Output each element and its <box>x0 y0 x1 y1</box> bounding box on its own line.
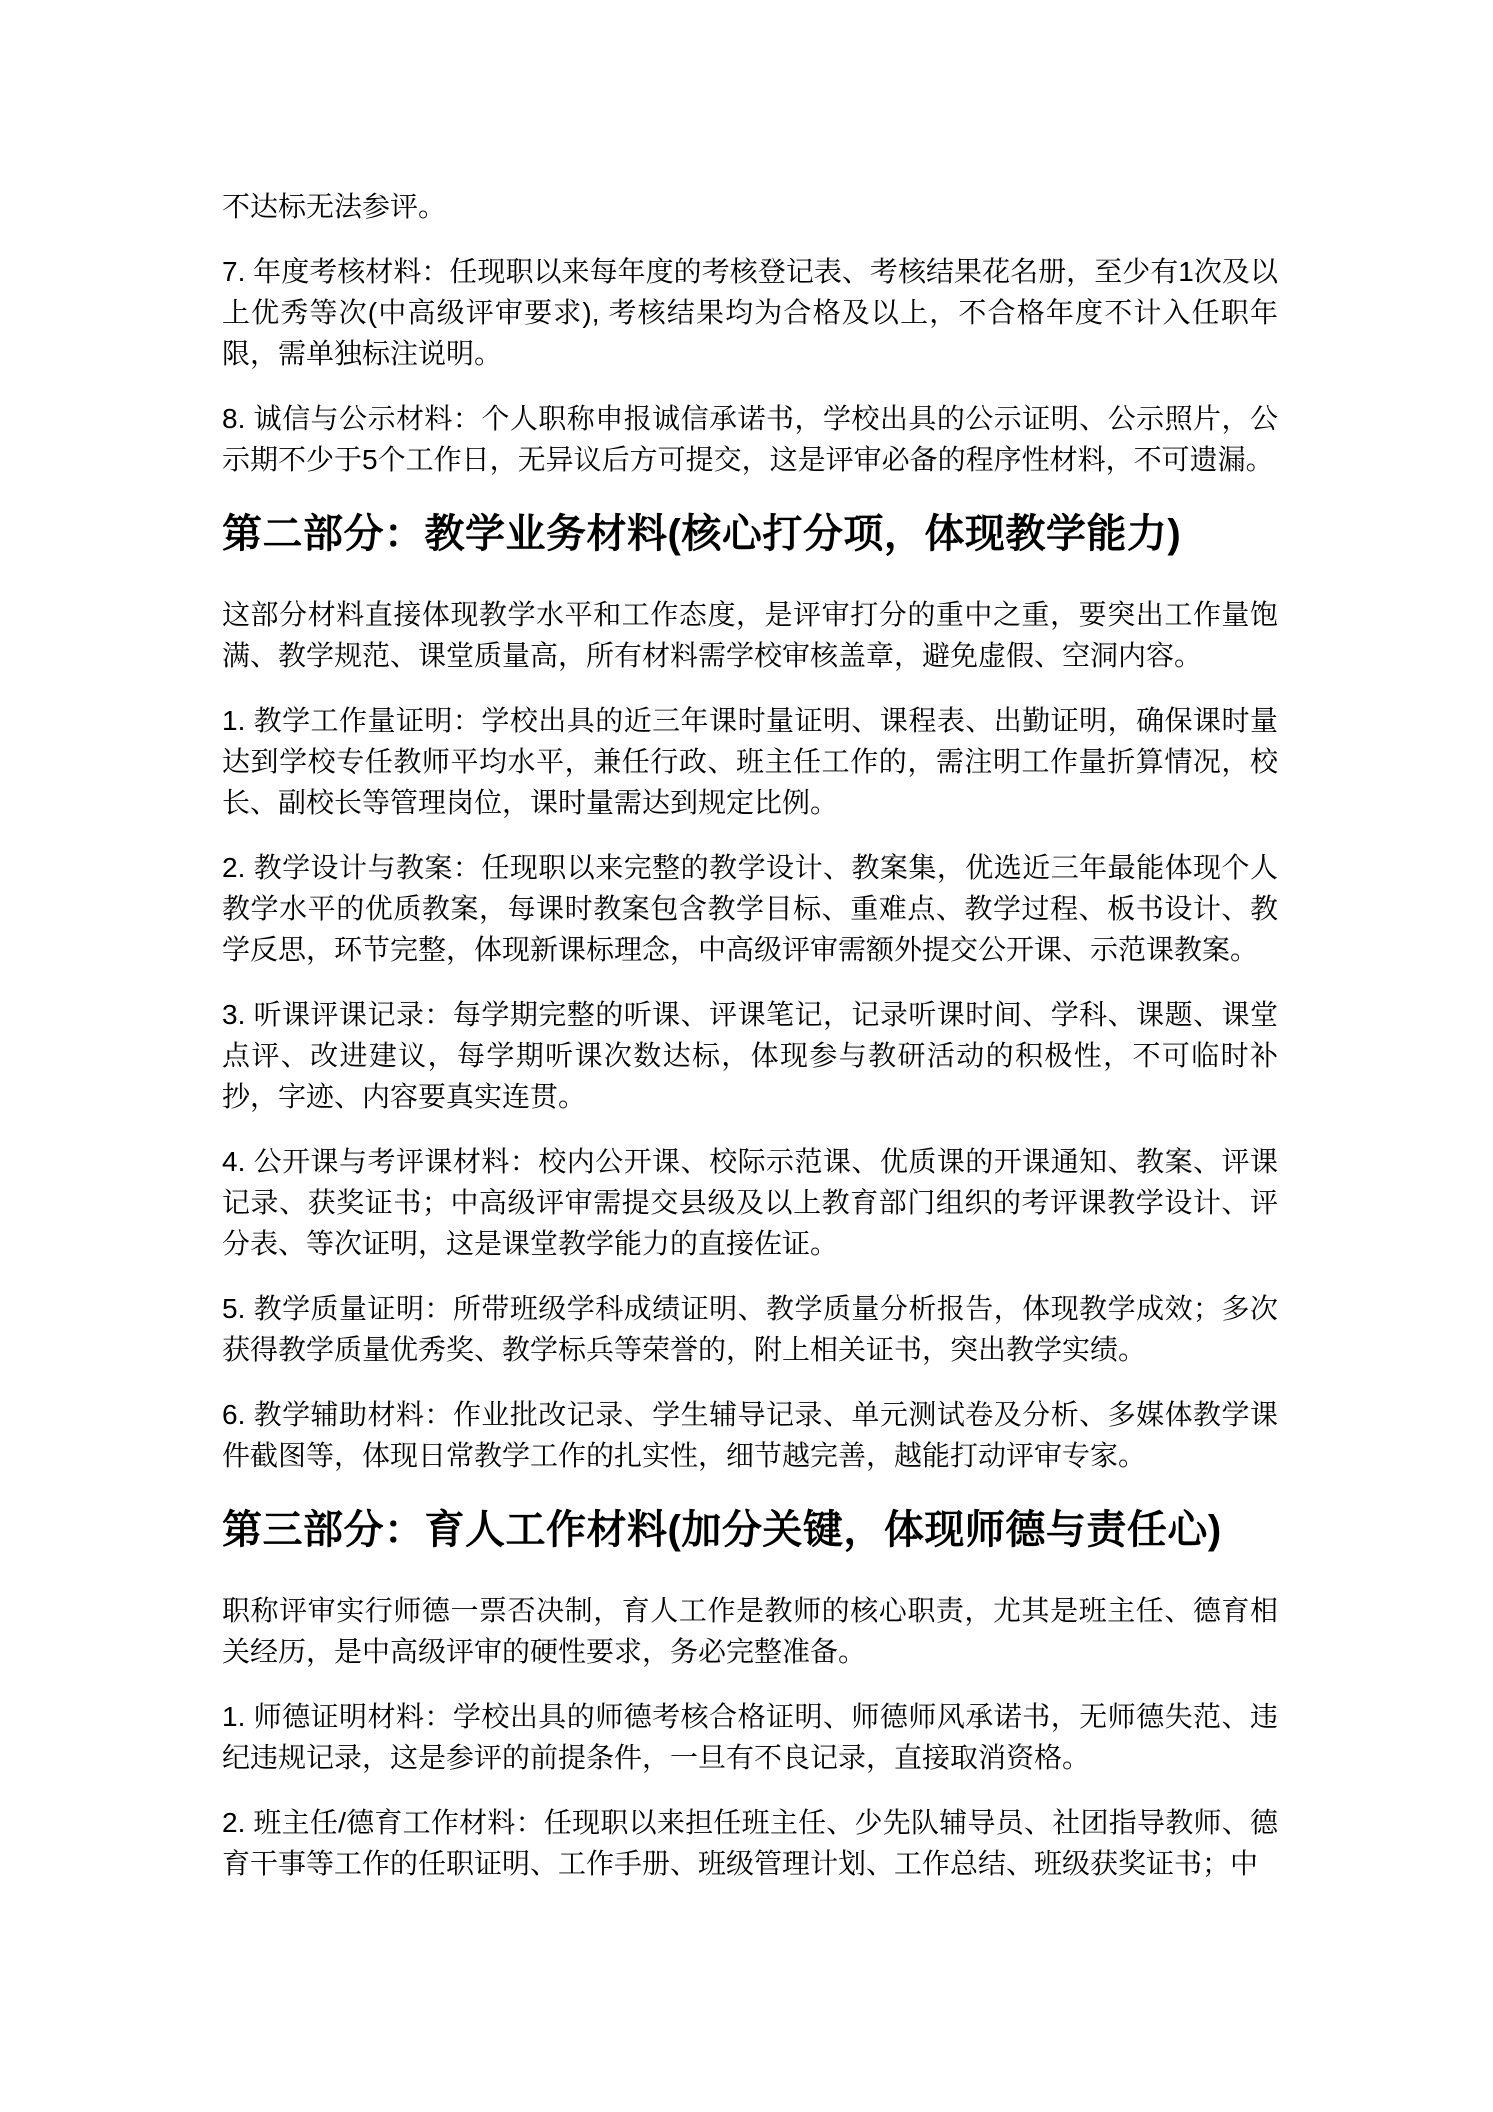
carryover-paragraph: 不达标无法参评。 <box>222 191 447 222</box>
item-8-integrity-publicity: 8. 诚信与公示材料：个人职称申报诚信承诺书，学校出具的公示证明、公示照片，公示期不少于5个工作日，无异议后方可提交，这是评审必备的程序性材料，不可遗漏。 <box>222 403 1278 475</box>
item-7-annual-assessment: 7. 年度考核材料：任现职以来每年度的考核登记表、考核结果花名册，至少有1次及以上优秀等次(中高级评审要求), 考核结果均为合格及以上，不合格年度不计入任职年限，需单独标注说明。 <box>222 256 1278 369</box>
section2-heading: 第二部分：教学业务材料(核心打分项，体现教学能力) <box>222 512 1182 556</box>
section2-item-6-teaching-auxiliary-materials: 6. 教学辅助材料：作业批改记录、学生辅导记录、单元测试卷及分析、多媒体教学课件截图等，体现日常教学工作的扎实性，细节越完善，越能打动评审专家。 <box>222 1399 1278 1471</box>
section2-item-4-open-class-materials: 4. 公开课与考评课材料：校内公开课、校际示范课、优质课的开课通知、教案、评课记录、获奖证书；中高级评审需提交县级及以上教育部门组织的考评课教学设计、评分表、等次证明，这是课堂教学能力的直接佐证。 <box>222 1146 1278 1259</box>
section3-item-1-ethics-proof: 1. 师德证明材料：学校出具的师德考核合格证明、师德师风承诺书，无师德失范、违纪违规记录，这是参评的前提条件，一旦有不良记录，直接取消资格。 <box>222 1701 1278 1773</box>
section3-item-2-head-teacher-materials: 2. 班主任/德育工作材料：任现职以来担任班主任、少先队辅导员、社团指导教师、德育干事等工作的任职证明、工作手册、班级管理计划、工作总结、班级获奖证书；中 <box>222 1807 1278 1879</box>
section2-item-2-lesson-plans: 2. 教学设计与教案：任现职以来完整的教学设计、教案集，优选近三年最能体现个人教学水平的优质教案，每课时教案包含教学目标、重难点、教学过程、板书设计、教学反思，环节完整，体现新课标理念，中高级评审需额外提交公开课、示范课教案。 <box>222 852 1278 965</box>
section3-heading: 第三部分：育人工作材料(加分关键，体现师德与责任心) <box>222 1508 1222 1552</box>
section2-item-1-workload-proof: 1. 教学工作量证明：学校出具的近三年课时量证明、课程表、出勤证明，确保课时量达到学校专任教师平均水平，兼任行政、班主任工作的，需注明工作量折算情况，校长、副校长等管理岗位，课时量需达到规定比例。 <box>222 705 1278 818</box>
section3-intro: 职称评审实行师德一票否决制，育人工作是教师的核心职责，尤其是班主任、德育相关经历，是中高级评审的硬性要求，务必完整准备。 <box>222 1595 1278 1667</box>
section2-item-5-teaching-quality-proof: 5. 教学质量证明：所带班级学科成绩证明、教学质量分析报告，体现教学成效；多次获得教学质量优秀奖、教学标兵等荣誉的，附上相关证书，突出教学实绩。 <box>222 1293 1278 1365</box>
section2-intro: 这部分材料直接体现教学水平和工作态度，是评审打分的重中之重，要突出工作量饱满、教学规范、课堂质量高，所有材料需学校审核盖章，避免虚假、空洞内容。 <box>222 599 1278 671</box>
section2-item-3-class-observation-records: 3. 听课评课记录：每学期完整的听课、评课笔记，记录听课时间、学科、课题、课堂点评、改进建议，每学期听课次数达标，体现参与教研活动的积极性，不可临时补抄，字迹、内容要真实连贯。 <box>222 999 1278 1112</box>
